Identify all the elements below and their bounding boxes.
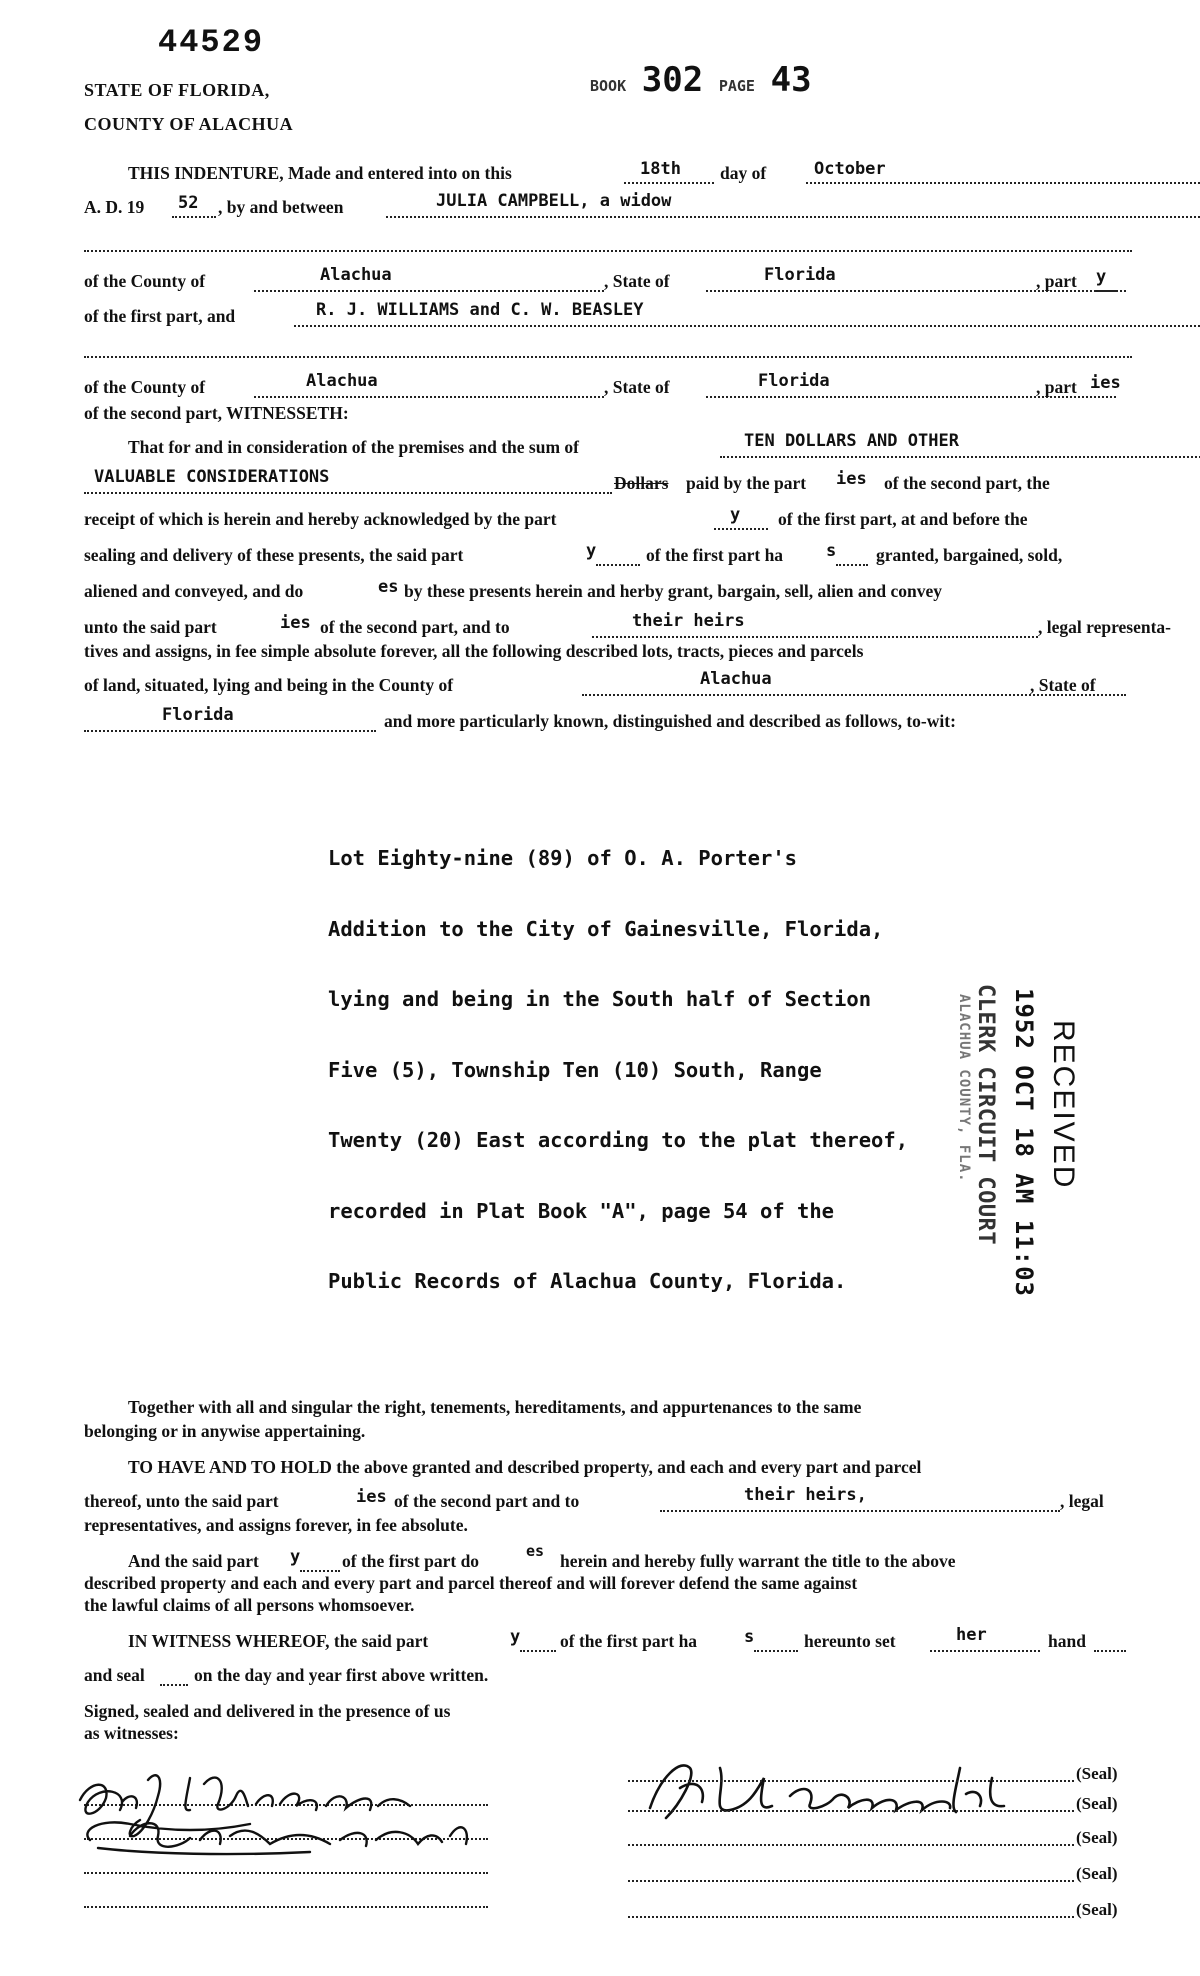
- legal-description: [328, 800, 908, 1341]
- witness-signature-line: [84, 1906, 488, 1908]
- paid-by-label: paid by the part: [686, 473, 807, 493]
- blank-line: [624, 182, 714, 184]
- sealing-s: s: [826, 541, 837, 561]
- land-label-a: of land, situated, lying and being in the County of: [84, 675, 454, 695]
- blank-line: [84, 730, 376, 732]
- unto-heirs-value: their heirs: [632, 611, 745, 631]
- witness-her: her: [956, 1625, 987, 1645]
- legal-description-line: Five (5), Township Ten (10) South, Range: [328, 1057, 822, 1082]
- warranty-text-3: the lawful claims of all persons whomsoever.: [84, 1595, 415, 1615]
- land-label-b: , State of: [1030, 675, 1096, 695]
- parties-label: , part: [1036, 377, 1077, 397]
- legal-description-line: Twenty (20) East according to the plat thereof,: [328, 1128, 909, 1152]
- county-header: COUNTY OF ALACHUA: [84, 114, 294, 134]
- witness-text-1c: hereunto set: [804, 1631, 896, 1651]
- paid-ies: ies: [836, 469, 867, 489]
- witness-signature-line: [84, 1872, 488, 1874]
- receipt-y: y: [730, 505, 741, 525]
- signed-text-1: Signed, sealed and delivered in the presence of us: [84, 1701, 451, 1721]
- land-state-value: Florida: [162, 705, 234, 725]
- habendum-heirs-value: their heirs,: [744, 1485, 867, 1505]
- witness-text-1a: IN WITNESS WHEREOF, the said part: [128, 1631, 429, 1651]
- sealing-label-a: sealing and delivery of these presents, the said part: [84, 545, 464, 565]
- grantor-signature: [640, 1748, 1080, 1828]
- state-label: , State of: [604, 377, 670, 397]
- blank-line: [1094, 1650, 1126, 1652]
- page-number: 43: [770, 60, 812, 100]
- state-1-value: Florida: [764, 265, 836, 285]
- county-label: of the County of: [84, 377, 206, 397]
- day-value: 18th: [640, 159, 681, 179]
- habendum-text-1: TO HAVE AND TO HOLD the above granted and described property, and each and every part and parcel: [128, 1457, 922, 1477]
- witness-text-2: and seal: [84, 1665, 145, 1685]
- blank-line: [592, 636, 1038, 638]
- consideration-intro: That for and in consideration of the premises and the sum of: [128, 437, 579, 457]
- party-label: , part: [1036, 271, 1077, 291]
- witness-y: y: [510, 1627, 521, 1647]
- grantor-value: JULIA CAMPBELL, a widow: [436, 191, 672, 211]
- blank-line: [660, 1510, 1060, 1512]
- legal-description-line: Lot Eighty-nine (89) of O. A. Porter's: [328, 846, 797, 870]
- blank-line: [160, 1684, 188, 1686]
- first-part-and-label: of the first part, and: [84, 306, 236, 326]
- blank-line: [596, 564, 640, 566]
- signed-text-2: as witnesses:: [84, 1723, 179, 1743]
- county-2-value: Alachua: [306, 371, 378, 391]
- stamp-received: RECEIVED: [1047, 1020, 1080, 1190]
- blank-line: [720, 456, 1200, 458]
- blank-line: [754, 1650, 798, 1652]
- page-label: PAGE: [718, 77, 755, 95]
- witness-text-1d: hand: [1048, 1631, 1086, 1651]
- blank-line: [1096, 290, 1126, 292]
- state-2-value: Florida: [758, 371, 830, 391]
- seal-label: (Seal): [1076, 1764, 1118, 1783]
- aliened-label-b: by these presents herein and herby grant, bargain, sell, alien and convey: [404, 581, 942, 601]
- by-between-label: , by and between: [218, 197, 344, 217]
- seal-label: (Seal): [1076, 1900, 1118, 1919]
- consideration-amount-1: TEN DOLLARS AND OTHER: [744, 431, 959, 451]
- stamp-county: ALACHUA COUNTY, FLA.: [956, 994, 972, 1183]
- sealing-label-c: granted, bargained, sold,: [876, 545, 1063, 565]
- seal-signature-line: [628, 1916, 1074, 1918]
- witness-text-2b: on the day and year first above written.: [194, 1665, 489, 1685]
- blank-line: [386, 216, 1200, 218]
- book-label: BOOK: [590, 77, 627, 95]
- habendum-text-2b: of the second part and to: [394, 1491, 580, 1511]
- legal-description-line: lying and being in the South half of Section: [328, 987, 872, 1011]
- habendum-ies: ies: [356, 1487, 387, 1507]
- tives-text: tives and assigns, in fee simple absolute forever, all the following described lots, tracts, pieces and parcels: [84, 641, 864, 661]
- seal-label: (Seal): [1076, 1864, 1118, 1883]
- warranty-es: es: [526, 1542, 545, 1560]
- blank-line: [294, 325, 1200, 327]
- together-text-2: belonging or in anywise appertaining.: [84, 1421, 366, 1441]
- warranty-text-1b: of the first part do: [342, 1551, 480, 1571]
- paid-rest-label: of the second part, the: [884, 473, 1050, 493]
- day-of-label: day of: [720, 163, 767, 183]
- together-text-1: Together with all and singular the right, tenements, hereditaments, and appurtenances to the same: [128, 1397, 862, 1417]
- seal-signature-line: [628, 1810, 1074, 1812]
- county-1-value: Alachua: [320, 265, 392, 285]
- stamp-datetime: 1952 OCT 18 AM 11:03: [1010, 988, 1038, 1297]
- unto-label-c: , legal representa-: [1038, 617, 1172, 637]
- seal-signature-line: [628, 1780, 1074, 1782]
- blank-line: [520, 1650, 556, 1652]
- sealing-label-b: of the first part ha: [646, 545, 784, 565]
- seal-label: (Seal): [1076, 1794, 1118, 1813]
- blank-line: [84, 492, 612, 494]
- stamp-clerk: CLERK CIRCUIT COURT: [973, 984, 998, 1246]
- witness-signature-1: [70, 1740, 530, 1870]
- aliened-es: es: [378, 577, 399, 597]
- warranty-text-2: described property and each and every part and parcel thereof and will forever defend the same against: [84, 1573, 858, 1593]
- consideration-amount-2: VALUABLE CONSIDERATIONS: [94, 467, 330, 487]
- grantees-value: R. J. WILLIAMS and C. W. BEASLEY: [316, 300, 644, 320]
- blank-line: [254, 290, 604, 292]
- state-header: STATE OF FLORIDA,: [84, 80, 270, 100]
- warranty-y: y: [290, 1547, 301, 1567]
- receipt-label-b: of the first part, at and before the: [778, 509, 1028, 529]
- witness-text-1b: of the first part ha: [560, 1631, 698, 1651]
- unto-label-b: of the second part, and to: [320, 617, 510, 637]
- sealing-y: y: [586, 541, 597, 561]
- blank-line: [930, 1650, 1040, 1652]
- witness-s: s: [744, 1627, 755, 1647]
- dollars-struck: Dollars: [614, 473, 669, 493]
- unto-ies: ies: [280, 613, 311, 633]
- book-page-reference: [590, 60, 818, 100]
- blank-line: [806, 182, 1200, 184]
- indenture-intro: THIS INDENTURE, Made and entered into on this: [128, 163, 512, 183]
- seal-signature-line: [628, 1844, 1074, 1846]
- legal-description-line: Public Records of Alachua County, Florida.: [328, 1269, 847, 1293]
- unto-label-a: unto the said part: [84, 617, 217, 637]
- book-number: 302: [641, 60, 704, 100]
- land-label-c: and more particularly known, distinguished and described as follows, to-wit:: [384, 711, 956, 731]
- warranty-text-1a: And the said part: [128, 1551, 259, 1571]
- legal-description-line: recorded in Plat Book "A", page 54 of the: [328, 1198, 835, 1223]
- seal-label: (Seal): [1076, 1828, 1118, 1847]
- blank-line: [714, 528, 768, 530]
- blank-line: [172, 216, 216, 218]
- land-county-value: Alachua: [700, 669, 772, 689]
- witnesseth-label: of the second part, WITNESSETH:: [84, 403, 349, 423]
- habendum-text-3: representatives, and assigns forever, in fee absolute.: [84, 1515, 468, 1535]
- month-value: October: [814, 159, 886, 179]
- blank-line: [84, 250, 1132, 252]
- year-value: 52: [178, 193, 199, 213]
- aliened-label-a: aliened and conveyed, and do: [84, 581, 304, 601]
- receipt-label-a: receipt of which is herein and hereby acknowledged by the part: [84, 509, 557, 529]
- legal-description-line: Addition to the City of Gainesville, Florida,: [328, 916, 884, 941]
- blank-line: [254, 396, 604, 398]
- warranty-text-1c: herein and hereby fully warrant the title to the above: [560, 1551, 956, 1571]
- document-number: 44529: [158, 24, 265, 61]
- habendum-text-2c: , legal: [1060, 1491, 1104, 1511]
- blank-line: [836, 564, 868, 566]
- county-label: of the County of: [84, 271, 206, 291]
- seal-signature-line: [628, 1880, 1074, 1882]
- blank-line: [84, 356, 1132, 358]
- ad-label: A. D. 19: [84, 197, 145, 217]
- state-label: , State of: [604, 271, 670, 291]
- parties-ies: ies: [1090, 373, 1121, 393]
- habendum-text-2a: thereof, unto the said part: [84, 1491, 279, 1511]
- party-y: y: [1096, 267, 1107, 287]
